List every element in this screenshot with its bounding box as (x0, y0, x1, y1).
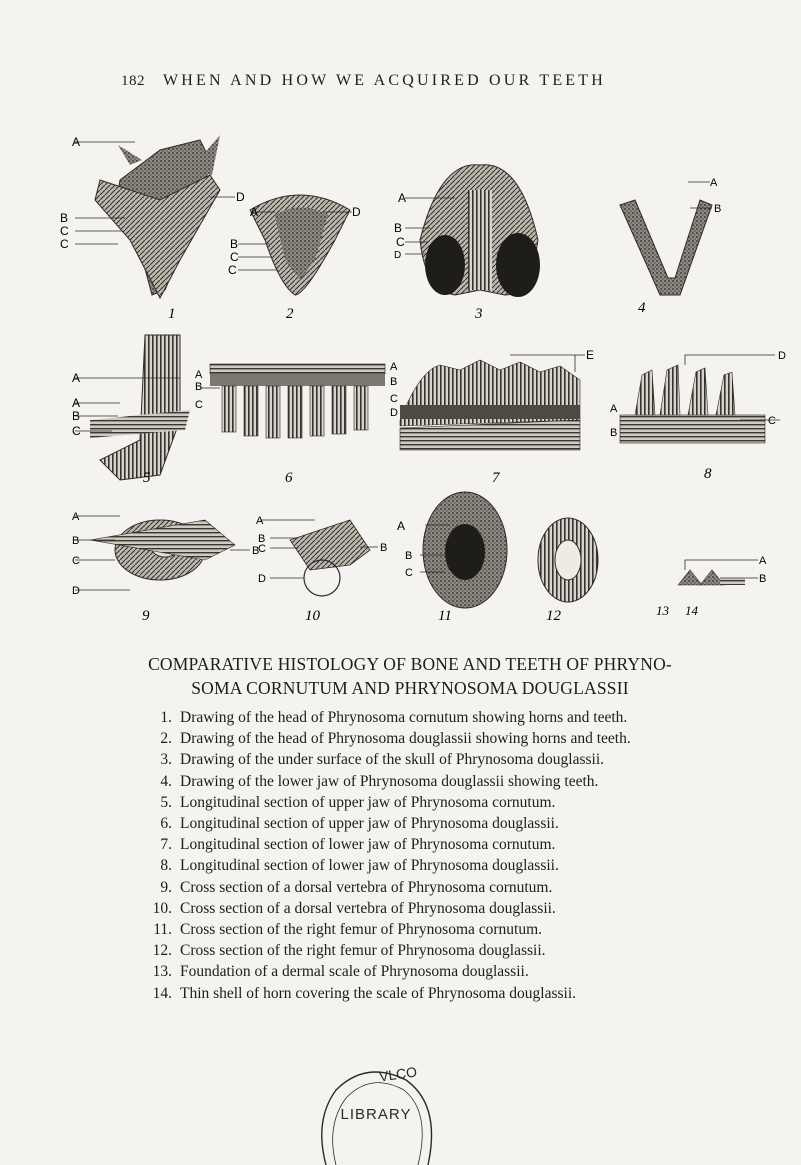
stamp-top-text: VLCO (378, 1063, 418, 1085)
label-a: A (72, 396, 81, 410)
legend-number: 3. (160, 751, 172, 769)
figure-number-7: 7 (492, 470, 500, 486)
library-stamp (306, 1060, 446, 1165)
legend-item (140, 834, 760, 855)
legend-number: 10. (152, 899, 172, 917)
label-c: C (405, 567, 413, 579)
legend-number: 11. (153, 921, 172, 939)
label-b: B (60, 211, 69, 225)
label-b: B (72, 535, 80, 547)
label-b: B (72, 409, 81, 423)
legend-number: 1. (160, 709, 172, 726)
legend-item (140, 728, 760, 749)
label-b: B (252, 545, 260, 557)
figure-number-5: 5 (143, 470, 151, 486)
label-b: B (195, 381, 203, 393)
legend-item (140, 898, 760, 919)
figure-number-10: 10 (305, 608, 320, 624)
legend-item (140, 792, 760, 813)
label-a: A (195, 369, 203, 381)
legend-text: Drawing of the under surface of the skull of Phrynosoma douglassii. (180, 751, 605, 769)
figure-number-11: 11 (438, 608, 452, 624)
label-c: C (390, 393, 398, 405)
legend-text: Drawing of the lower jaw of Phrynosoma douglassii showing teeth. (180, 772, 599, 790)
label-a: A (256, 515, 264, 527)
label-d: D (72, 585, 80, 597)
label-b: B (405, 550, 413, 562)
legend-item (140, 813, 760, 834)
legend-item (140, 771, 760, 792)
legend-text: Longitudinal section of lower jaw of Phrynosoma cornutum. (180, 836, 556, 854)
legend-item (140, 940, 760, 961)
legend-number: 5. (160, 793, 172, 811)
legend-text: Drawing of the head of Phrynosoma cornutum showing horns and teeth. (180, 709, 628, 726)
figure-number-2: 2 (286, 306, 294, 322)
figure-11-femur-cornutum (397, 492, 507, 624)
figure-2-head-douglassii (228, 195, 361, 322)
label-c: C (228, 263, 237, 277)
label-a: A (72, 511, 80, 523)
label-c: C (195, 399, 203, 411)
figure-number-13: 13 (656, 603, 669, 618)
label-d: D (236, 190, 245, 204)
legend-text: Longitudinal section of upper jaw of Phrynosoma douglassii. (180, 815, 559, 833)
legend-item (140, 919, 760, 940)
legend-item (140, 877, 760, 898)
label-a: A (72, 371, 81, 385)
label-c: C (396, 235, 405, 249)
figure-legend (140, 707, 760, 1004)
label-b: B (258, 533, 266, 545)
label-b: B (394, 221, 403, 235)
figure-number-9: 9 (142, 608, 150, 624)
figure-number-12: 12 (546, 608, 561, 624)
label-d: D (352, 205, 361, 219)
stamp-library-text: LIBRARY (340, 1106, 412, 1123)
label-c: C (72, 555, 80, 567)
legend-text: Cross section of the right femur of Phrynosoma douglassii. (180, 942, 546, 960)
label-a: A (759, 555, 767, 567)
legend-text: Foundation of a dermal scale of Phrynosoma douglassii. (180, 963, 529, 981)
figure-3-skull-undersurface (394, 165, 540, 322)
figure-6-upper-jaw-douglassii (195, 364, 385, 486)
legend-item (140, 961, 760, 982)
legend-text: Longitudinal section of lower jaw of Phrynosoma douglassii. (180, 857, 559, 875)
label-a: A (390, 361, 398, 373)
label-c: C (230, 250, 239, 264)
running-title: WHEN AND HOW WE ACQUIRED OUR TEETH (163, 72, 606, 89)
label-d: D (390, 407, 398, 419)
legend-number: 6. (160, 815, 172, 833)
figure-number-8: 8 (704, 466, 712, 482)
label-b: B (714, 203, 722, 215)
caption-line-1: COMPARATIVE HISTOLOGY OF BONE AND TEETH OF PHRYNO- (148, 654, 672, 674)
label-d: D (394, 250, 402, 261)
legend-text: Thin shell of horn covering the scale of Phrynosoma douglassii. (180, 984, 577, 1002)
label-d: D (778, 350, 786, 362)
legend-number: 8. (160, 857, 172, 875)
label-b: B (390, 376, 398, 388)
figure-5-upper-jaw-cornutum (72, 335, 190, 486)
legend-number: 7. (160, 836, 172, 854)
figure-number-4: 4 (638, 300, 646, 316)
label-a: A (72, 135, 81, 149)
figure-number-3: 3 (475, 306, 483, 322)
label-e: E (586, 348, 595, 362)
legend-number: 12. (152, 942, 172, 960)
label-a: A (610, 403, 618, 415)
figure-1-head-cornutum (60, 135, 245, 322)
legend-item (140, 707, 760, 728)
figure-number-1: 1 (168, 306, 176, 322)
figure-4-lower-jaw-teeth (620, 177, 721, 316)
label-b: B (610, 427, 618, 439)
legend-number: 2. (160, 730, 172, 748)
figure-number-6: 6 (285, 470, 293, 486)
label-c: C (768, 415, 776, 427)
plate-caption (60, 652, 760, 700)
label-a: A (398, 191, 407, 205)
label-a: A (397, 519, 406, 533)
legend-item (140, 983, 760, 1004)
label-b: B (380, 542, 388, 554)
figure-number-14: 14 (685, 603, 698, 618)
figure-7-lower-jaw-cornutum (390, 348, 594, 486)
label-b: B (759, 573, 767, 585)
legend-text: Cross section of the right femur of Phrynosoma cornutum. (180, 921, 543, 939)
label-a: A (710, 177, 718, 189)
figure-10-vertebra-douglassii (256, 515, 387, 624)
label-c: C (72, 424, 81, 438)
page-number: 182 (121, 73, 145, 89)
legend-text: Cross section of a dorsal vertebra of Phrynosoma cornutum. (180, 878, 553, 896)
label-c: C (258, 543, 266, 555)
legend-item (140, 749, 760, 770)
label-b: B (230, 237, 239, 251)
legend-number: 4. (160, 772, 172, 790)
legend-text: Longitudinal section of upper jaw of Phrynosoma cornutum. (180, 793, 556, 811)
legend-number: 13. (152, 963, 172, 981)
figure-12-femur-douglassii (538, 518, 598, 624)
legend-item (140, 855, 760, 876)
figure-9-vertebra-cornutum (72, 511, 259, 624)
caption-line-2: SOMA CORNUTUM AND PHRYNOSOMA DOUGLASSII (191, 678, 629, 698)
legend-text: Cross section of a dorsal vertebra of Phrynosoma douglassii. (180, 899, 556, 917)
histology-plate (60, 120, 786, 645)
figure-13-14-dermal-scale (656, 555, 767, 618)
label-c: C (60, 224, 69, 238)
legend-number: 14. (152, 984, 172, 1002)
label-c: C (60, 237, 69, 251)
running-head (121, 72, 606, 90)
figure-8-lower-jaw-douglassii (610, 350, 786, 482)
legend-text: Drawing of the head of Phrynosoma douglassii showing horns and teeth. (180, 730, 631, 748)
legend-number: 9. (160, 878, 172, 896)
label-d: D (258, 573, 266, 585)
label-a: A (250, 205, 259, 219)
